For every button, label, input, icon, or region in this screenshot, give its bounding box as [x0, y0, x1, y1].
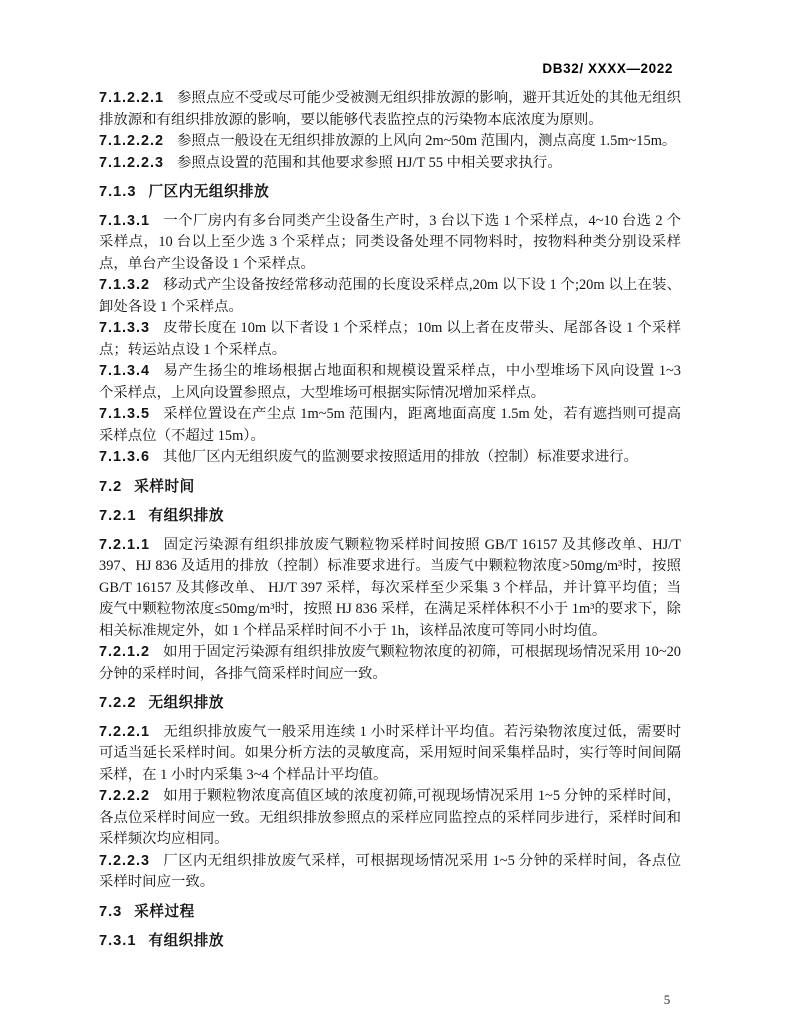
clause-7-1-3-3	[99, 318, 681, 361]
clause-7-1-3-2	[99, 275, 681, 318]
heading-title: 厂区内无组织排放	[148, 184, 270, 200]
clause-text: 参照点应不受或尽可能少受被测无组织排放源的影响，避开其近处的其他无组织排放源和有组织排放源的影响，要以能够代表监控点的污染物本底浓度为原则。	[99, 90, 681, 128]
clause-number: 7.1.3.2	[99, 277, 151, 293]
heading-number: 7.2	[99, 478, 123, 495]
clause-text: 厂区内无组织排放废气采样，可根据现场情况采用 1~5 分钟的采样时间，各点位采样时间应一致。	[99, 852, 681, 890]
clause-7-2-2-2	[99, 786, 681, 851]
clause-text: 采样位置设在产尘点 1m~5m 范围内，距离地面高度 1.5m 处，若有遮挡则可提高采样点位（不超过 15m）。	[99, 406, 681, 444]
clause-7-2-1-1	[99, 535, 681, 643]
clause-7-2-1-2	[99, 642, 681, 685]
heading-number: 7.3	[99, 903, 123, 920]
clause-7-1-2-2-2	[99, 131, 681, 153]
clause-7-1-3-4	[99, 361, 681, 404]
clause-7-1-3-1	[99, 211, 681, 276]
heading-7-2-2	[99, 693, 681, 715]
heading-number: 7.2.2	[99, 695, 137, 711]
clause-7-1-3-6	[99, 447, 681, 469]
document-body	[99, 88, 681, 960]
clause-number: 7.1.3.3	[99, 320, 151, 336]
clause-text: 其他厂区内无组织废气的监测要求按照适用的排放（控制）标准要求进行。	[163, 449, 638, 465]
heading-7-2	[99, 477, 681, 499]
clause-text: 如用于固定污染源有组织排放废气颗粒物浓度的初筛，可根据现场情况采用 10~20 分钟的采样时间，各排气筒采样时间应一致。	[99, 644, 681, 682]
clause-7-1-2-2-3	[99, 153, 681, 175]
clause-number: 7.2.2.1	[99, 723, 151, 740]
clause-text: 易产生扬尘的堆场根据占地面积和规模设置采样点，中小型堆场下风向设置 1~3 个采样点，上风向设置参照点，大型堆场可根据实际情况增加采样点。	[99, 363, 681, 401]
heading-7-2-1	[99, 506, 681, 528]
clause-number: 7.1.3.5	[99, 406, 151, 422]
clause-text: 参照点一般设在无组织排放源的上风向 2m~50m 范围内，测点高度 1.5m~15m。	[177, 133, 677, 149]
clause-text: 固定污染源有组织排放废气颗粒物采样时间按照 GB/T 16157 及其修改单、HJ/T 397、HJ 836 及适用的排放（控制）标准要求进行。当废气中颗粒物浓度>50mg/m³时，按照 GB/T 16157 及其修改单、 HJ/T 397 采样，每次采样至少采集 3 个样品，并计算平均值；当废气中颗粒物浓度≤50mg/m³时，按照 HJ 836 采样，在满足采样体积不小于 1m³的要求下，除相关标准规定外，如 1 个样品采样时间不小于 1h，该样品浓度可等同小时均值。	[99, 536, 681, 639]
clause-text: 皮带长度在 10m 以下者设 1 个采样点；10m 以上者在皮带头、尾部各设 1 个采样点；转运站点设 1 个采样点。	[99, 320, 681, 358]
heading-7-3-1	[99, 931, 681, 953]
heading-number: 7.3.1	[99, 933, 137, 949]
heading-title: 采样过程	[134, 903, 195, 920]
clause-number: 7.2.2.3	[99, 852, 151, 869]
heading-title: 有组织排放	[148, 933, 224, 949]
heading-number: 7.1.3	[99, 184, 137, 200]
clause-number: 7.1.2.2.3	[99, 154, 165, 171]
clause-number: 7.1.3.4	[99, 363, 151, 379]
heading-title: 无组织排放	[148, 695, 224, 711]
heading-number: 7.2.1	[99, 508, 137, 524]
heading-7-1-3	[99, 182, 681, 204]
clause-number: 7.2.1.1	[99, 536, 151, 553]
heading-title: 有组织排放	[148, 508, 224, 524]
clause-text: 一个厂房内有多台同类产尘设备生产时，3 台以下选 1 个采样点，4~10 台选 2 个采样点，10 台以上至少选 3 个采样点；同类设备处理不同物料时，按物料种类分别设采样点，单台产尘设备设 1 个采样点。	[99, 212, 681, 272]
heading-title: 采样时间	[134, 478, 195, 495]
page-number: 5	[663, 992, 671, 1007]
clause-text: 移动式产尘设备按经常移动范围的长度设采样点,20m 以下设 1 个;20m 以上在装、卸处各设 1 个采样点。	[99, 277, 681, 315]
page-header-code: DB32/ XXXX—2022	[542, 61, 673, 76]
clause-7-1-3-5	[99, 404, 681, 447]
clause-text: 如用于颗粒物浓度高值区域的浓度初筛,可视现场情况采用 1~5 分钟的采样时间，各点位采样时间应一致。无组织排放参照点的采样应同监控点的采样同步进行，采样时间和采样频次均应相同。	[99, 788, 681, 847]
clause-7-1-2-2-1	[99, 88, 681, 131]
clause-text: 无组织排放废气一般采用连续 1 小时采样计平均值。若污染物浓度过低，需要时可适当延长采样时间。如果分析方法的灵敏度高，采用短时间采集样品时，实行等时间间隔采样，在 1 小时内采集 3~4 个样品计平均值。	[99, 723, 681, 783]
clause-7-2-2-3	[99, 851, 681, 894]
clause-text: 参照点设置的范围和其他要求参照 HJ/T 55 中相关要求执行。	[177, 154, 562, 171]
heading-7-3	[99, 902, 681, 924]
clause-number: 7.1.2.2.1	[99, 90, 165, 106]
clause-number: 7.2.1.2	[99, 644, 151, 660]
clause-number: 7.1.3.6	[99, 449, 151, 465]
clause-number: 7.1.3.1	[99, 212, 151, 229]
clause-7-2-2-1	[99, 722, 681, 787]
clause-number: 7.2.2.2	[99, 788, 151, 804]
clause-number: 7.1.2.2.2	[99, 133, 165, 149]
